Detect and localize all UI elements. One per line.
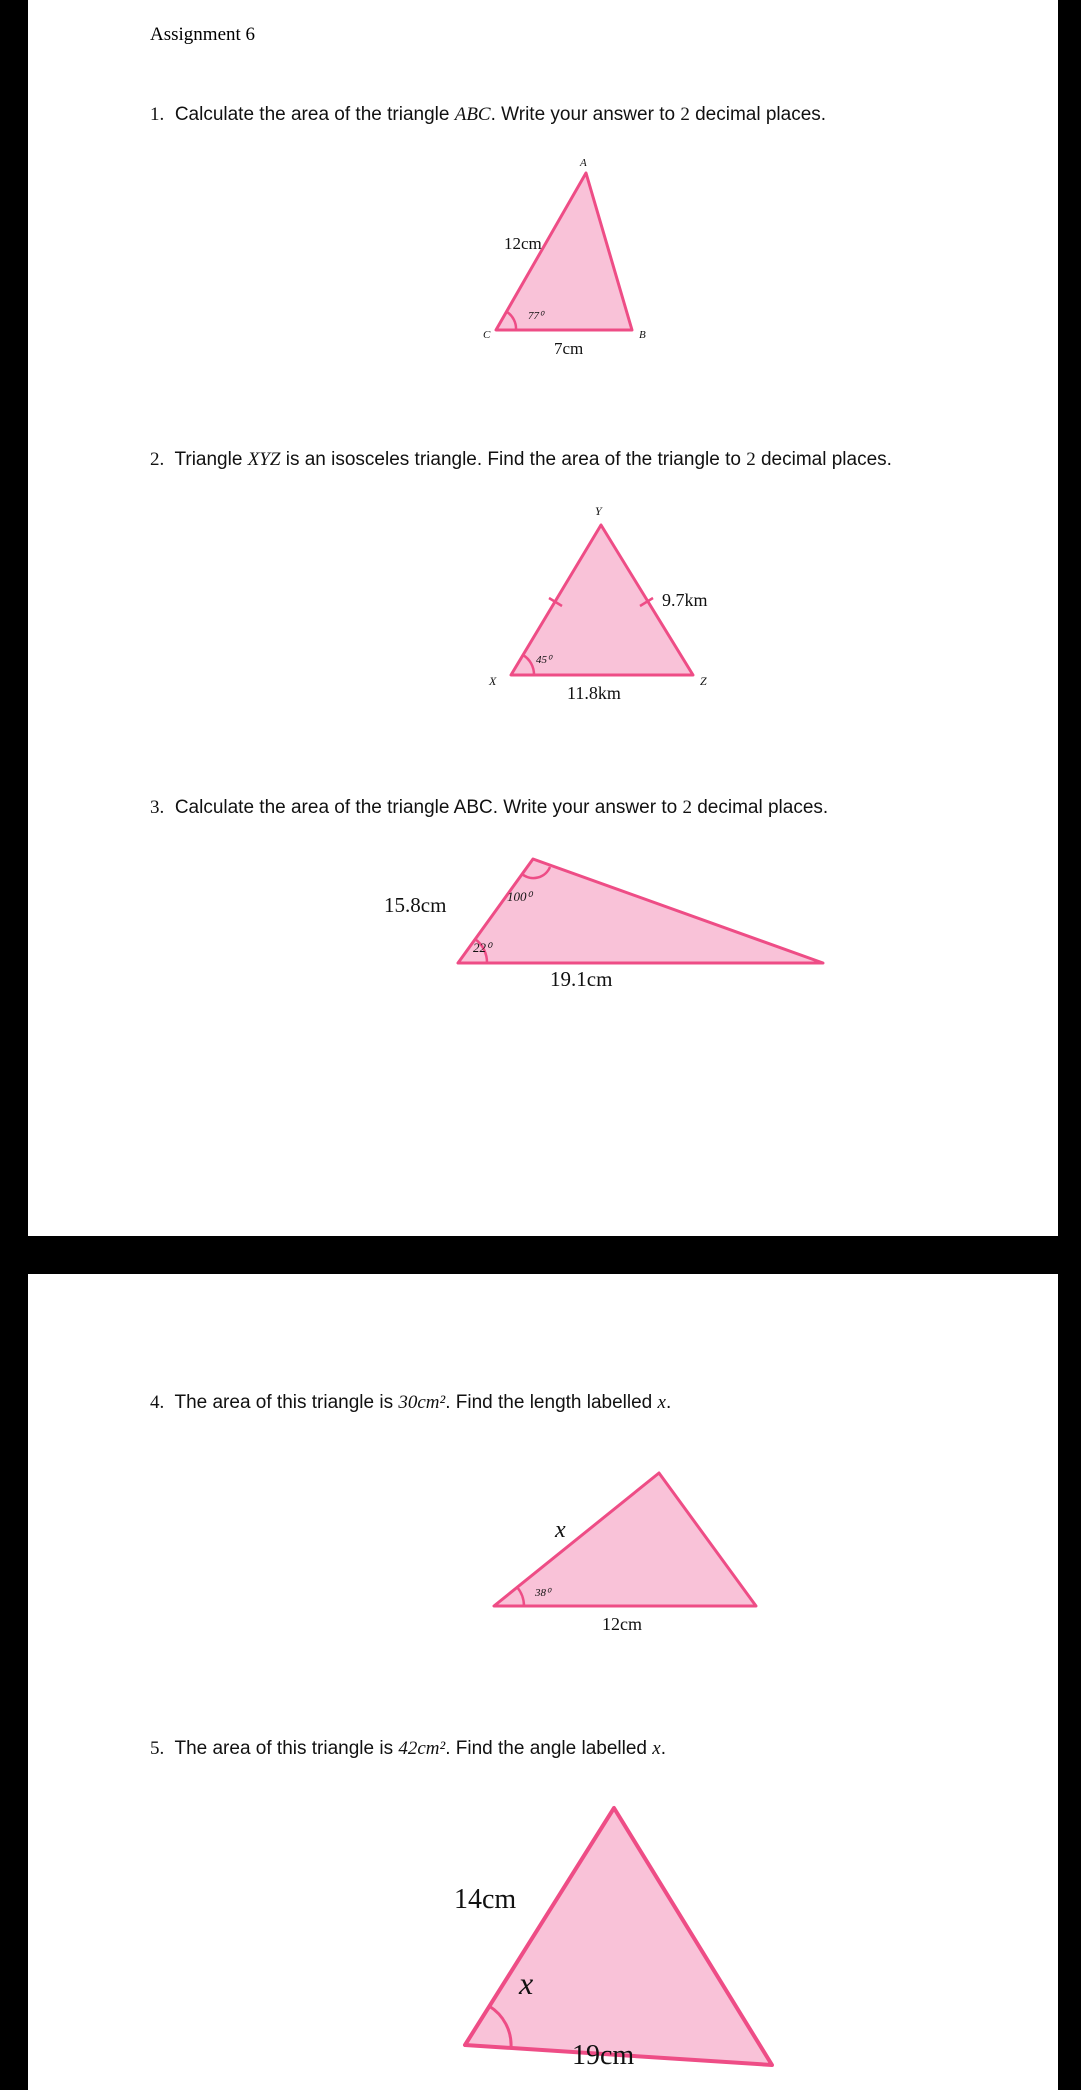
angle-label: 45⁰ <box>536 654 552 666</box>
math-term: 2 <box>746 449 756 470</box>
question-text: Calculate the area of the triangle ABC. Write your answer to <box>174 797 683 818</box>
side-label-15-8cm: 15.8cm <box>384 893 447 917</box>
page-1 <box>28 0 1058 1236</box>
side-label-12cm: 12cm <box>504 234 542 253</box>
vertex-label-x: X <box>489 674 497 688</box>
triangle-abc-3 <box>458 859 823 963</box>
question-text: decimal places. <box>755 449 892 470</box>
question-text: decimal places. <box>689 104 827 125</box>
triangle-5 <box>465 1808 772 2065</box>
math-term: 2 <box>680 104 690 125</box>
question-text: Triangle <box>174 449 248 470</box>
side-label-19-1cm: 19.1cm <box>550 967 613 991</box>
math-term: 42cm² <box>398 1738 446 1759</box>
vertex-label-z: Z <box>700 674 707 688</box>
angle-label: 77⁰ <box>528 310 544 322</box>
angle-label-x: x <box>519 1965 534 2001</box>
question-text: The area of this triangle is <box>174 1392 399 1413</box>
page-2 <box>28 1274 1058 2090</box>
math-term: x <box>657 1392 666 1413</box>
question-number: 1. <box>150 104 165 125</box>
math-term: 30cm² <box>398 1392 446 1413</box>
question-number: 3. <box>150 797 165 818</box>
math-term: x <box>652 1738 661 1759</box>
question-text: . Write your answer to <box>490 104 681 125</box>
vertex-label-c: C <box>483 329 491 341</box>
vertex-label-a: A <box>580 157 587 169</box>
side-label-9-7km: 9.7km <box>662 590 708 610</box>
vertex-label-y: Y <box>595 504 602 518</box>
math-term: ABC <box>454 104 491 125</box>
side-label-7cm: 7cm <box>554 339 584 358</box>
side-label-12cm: 12cm <box>602 1614 642 1634</box>
math-term: XYZ <box>247 449 281 470</box>
angle-label-38: 38⁰ <box>535 1587 551 1599</box>
question-text: . Find the angle labelled <box>445 1738 653 1759</box>
angle-label-100: 100⁰ <box>507 889 532 904</box>
triangle-figure-3 <box>28 0 1058 1000</box>
question-text: The area of this triangle is <box>174 1738 399 1759</box>
question-text: . <box>665 1392 672 1413</box>
side-label-11-8km: 11.8km <box>567 683 621 703</box>
question-number: 2. <box>150 449 165 470</box>
side-label-14cm: 14cm <box>454 1884 517 1915</box>
question-text: decimal places. <box>691 797 829 818</box>
question-text: . Find the length labelled <box>445 1392 658 1413</box>
vertex-label-b: B <box>639 329 646 341</box>
side-label-19cm: 19cm <box>572 2040 635 2071</box>
math-term: 2 <box>682 797 692 818</box>
question-text: . <box>660 1738 666 1759</box>
question-text: Calculate the area of the triangle <box>174 104 455 125</box>
question-number: 4. <box>150 1392 165 1413</box>
side-label-x: x <box>555 1517 566 1543</box>
question-number: 5. <box>150 1738 165 1759</box>
question-text: is an isosceles triangle. Find the area of the triangle to <box>280 449 747 470</box>
assignment-title: Assignment 6 <box>150 24 256 45</box>
angle-label-22: 22⁰ <box>473 940 492 955</box>
triangle-figure-5 <box>28 1274 1058 2090</box>
